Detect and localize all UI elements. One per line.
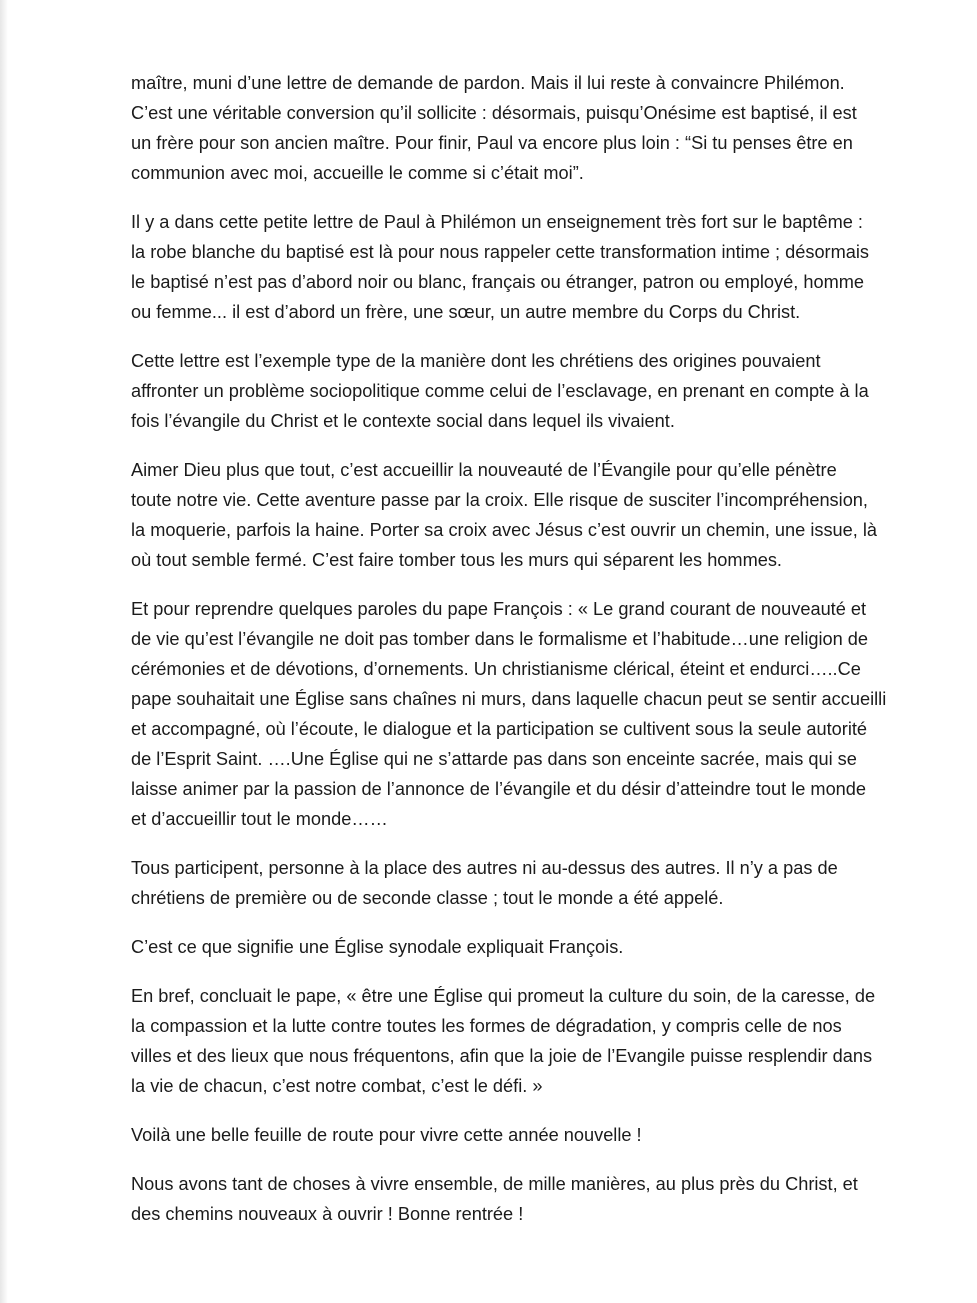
paragraph — [131, 932, 957, 962]
text-line: laisse animer par la passion de l’annonce de l’évangile et du désir d’atteindre tout le monde — [131, 779, 867, 799]
text-line: communion avec moi, accueille le comme si c’était moi”. — [131, 163, 584, 183]
text-line: Voilà une belle feuille de route pour vivre cette année nouvelle ! — [131, 1125, 642, 1145]
text-line: fois l’évangile du Christ et le contexte social dans lequel ils vivaient. — [131, 411, 675, 431]
text-line: Nous avons tant de choses à vivre ensemble, de mille manières, au plus près du Christ, et — [131, 1174, 858, 1194]
text-line: où tout semble fermé. C’est faire tomber tous les murs qui séparent les hommes. — [131, 550, 782, 570]
paragraph — [131, 1169, 957, 1229]
text-line: de vie qu’est l’évangile ne doit pas tomber dans le formalisme et l’habitude…une religion de — [131, 629, 869, 649]
text-line: C’est une véritable conversion qu’il sollicite : désormais, puisqu’Onésime est baptisé, il est — [131, 103, 857, 123]
text-line: affronter un problème sociopolitique comme celui de l’esclavage, en prenant en compte à la — [131, 381, 869, 401]
text-line: un frère pour son ancien maître. Pour finir, Paul va encore plus loin : “Si tu penses être en — [131, 133, 853, 153]
text-line: la compassion et la lutte contre toutes les formes de dégradation, y compris celle de nos — [131, 1016, 842, 1036]
paragraph — [131, 594, 957, 834]
text-line: Tous participent, personne à la place des autres ni au-dessus des autres. Il n’y a pas de — [131, 858, 838, 878]
text-line: toute notre vie. Cette aventure passe par la croix. Elle risque de susciter l’incompréhension, — [131, 490, 868, 510]
text-line: le baptisé n’est pas d’abord noir ou blanc, français ou étranger, patron ou employé, homme — [131, 272, 864, 292]
text-line: pape souhaitait une Église sans chaînes ni murs, dans laquelle chacun peut se sentir accueilli — [131, 689, 887, 709]
paragraph — [131, 207, 957, 327]
text-line: et d’accueillir tout le monde…… — [131, 809, 388, 829]
paragraph — [131, 346, 957, 436]
paragraph — [131, 68, 957, 188]
text-line: de l’Esprit Saint. ….Une Église qui ne s’attarde pas dans son enceinte sacrée, mais qui se — [131, 749, 857, 769]
text-line: Cette lettre est l’exemple type de la manière dont les chrétiens des origines pouvaient — [131, 351, 821, 371]
text-line: Et pour reprendre quelques paroles du pape François : « Le grand courant de nouveauté et — [131, 599, 867, 619]
text-line: C’est ce que signifie une Église synodale expliquait François. — [131, 937, 624, 957]
text-line: ou femme... il est d’abord un frère, une sœur, un autre membre du Corps du Christ. — [131, 302, 801, 322]
document-body — [131, 68, 957, 1248]
text-line: En bref, concluait le pape, « être une Église qui promeut la culture du soin, de la caresse, de — [131, 986, 876, 1006]
text-line: Il y a dans cette petite lettre de Paul à Philémon un enseignement très fort sur le baptême : — [131, 212, 863, 232]
paragraph — [131, 981, 957, 1101]
page-left-shadow — [0, 0, 8, 1303]
text-line: Aimer Dieu plus que tout, c’est accueillir la nouveauté de l’Évangile pour qu’elle pénètre — [131, 460, 837, 480]
text-line: villes et des lieux que nous fréquentons, afin que la joie de l’Evangile puisse resplendir dans — [131, 1046, 873, 1066]
text-line: maître, muni d’une lettre de demande de pardon. Mais il lui reste à convaincre Philémon. — [131, 73, 845, 93]
text-line: la moquerie, parfois la haine. Porter sa croix avec Jésus c’est ouvrir un chemin, une issue, là — [131, 520, 878, 540]
paragraph — [131, 1120, 957, 1150]
text-line: des chemins nouveaux à ouvrir ! Bonne rentrée ! — [131, 1204, 524, 1224]
text-line: la vie de chacun, c’est notre combat, c’est le défi. » — [131, 1076, 543, 1096]
text-line: la robe blanche du baptisé est là pour nous rappeler cette transformation intime ; désormais — [131, 242, 870, 262]
paragraph — [131, 455, 957, 575]
text-line: cérémonies et de dévotions, d’ornements. Un christianisme clérical, éteint et endurci…..Ce — [131, 659, 861, 679]
text-line: et accompagné, où l’écoute, le dialogue et la participation se cultivent sous la seule autorité — [131, 719, 868, 739]
paragraph — [131, 853, 957, 913]
text-line: chrétiens de première ou de seconde classe ; tout le monde a été appelé. — [131, 888, 724, 908]
